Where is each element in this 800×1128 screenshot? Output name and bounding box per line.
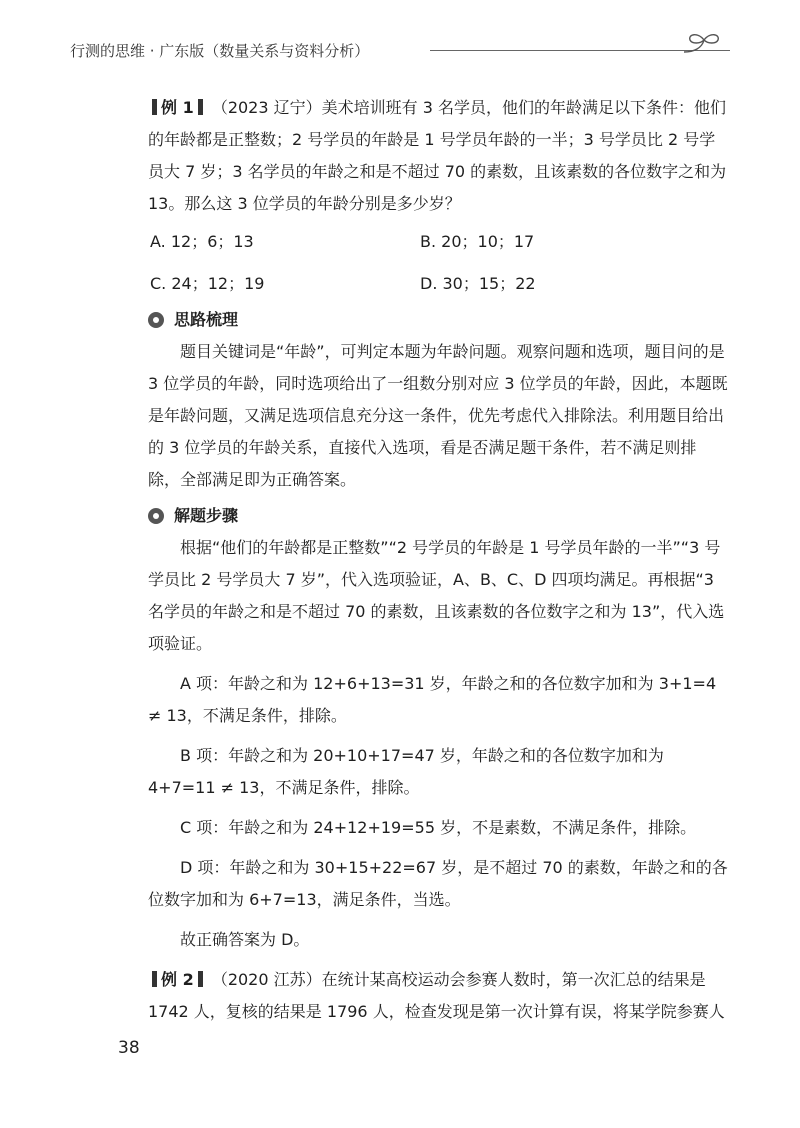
option-d: D. 30；15；22 (420, 274, 536, 293)
option-b: B. 20；10；17 (420, 232, 535, 251)
page-number: 38 (118, 1038, 140, 1058)
option-c: C. 24；12；19 (150, 274, 265, 293)
example-2 (148, 964, 728, 1028)
solution-heading: 解题步骤 (148, 500, 728, 532)
solution-intro: 根据“他们的年龄都是正整数”“2 号学员的年龄是 1 号学员年龄的一半”“3 号学员比 2 号学员大 7 岁”，代入选项验证，A、B、C、D 四项均满足。再根据“3 名学员的年龄之和是不超过 70 的素数，且该素数的各位数字之和为 13”，代入选项验证。 (148, 538, 725, 653)
section-bullet-icon (148, 508, 164, 524)
solution-step-a: A 项：年龄之和为 12+6+13=31 岁，年龄之和的各位数字加和为 3+1=4 ≠ 13，不满足条件，排除。 (148, 674, 717, 725)
solution-conclusion: 故正确答案为 D。 (180, 930, 310, 949)
example-2-label: 例 2 (148, 970, 207, 989)
example-1-stem: （2023 辽宁）美术培训班有 3 名学员，他们的年龄满足以下条件：他们的年龄都是正整数；2 号学员的年龄是 1 号学员年龄的一半；3 号学员比 2 号学员大 7 岁；3 名学员的年龄之和是不超过 70 的素数，且该素数的各位数字之和为 13。那么这 3 位学员的年龄分别是多少岁？ (148, 98, 727, 213)
header-title: 行测的思维 · 广东版（数量关系与资料分析） (70, 42, 370, 60)
thinking-heading: 思路梳理 (148, 304, 728, 336)
page-content (148, 92, 728, 1028)
thinking-body: 题目关键词是“年龄”，可判定本题为年龄问题。观察问题和选项，题目问的是 3 位学员的年龄，同时选项给出了一组数分别对应 3 位学员的年龄，因此，本题既是年龄问题，又满足选项信息充分这一条件，优先考虑代入排除法。利用题目给出的 3 位学员的年龄关系，直接代入选项，看是否满足题干条件，若不满足则排除，全部满足即为正确答案。 (148, 342, 728, 489)
solution-step-b: B 项：年龄之和为 20+10+17=47 岁，年龄之和的各位数字加和为 4+7=11 ≠ 13，不满足条件，排除。 (148, 746, 664, 797)
example-2-stem: （2020 江苏）在统计某高校运动会参赛人数时，第一次汇总的结果是 1742 人，复核的结果是 1796 人，检查发现是第一次计算有误，将某学院参赛人 (148, 970, 725, 1021)
example-1-label: 例 1 (148, 98, 207, 117)
running-header (70, 34, 720, 64)
solution-step-c: C 项：年龄之和为 24+12+19=55 岁，不是素数，不满足条件，排除。 (180, 818, 697, 837)
section-bullet-icon (148, 312, 164, 328)
answer-options (148, 226, 728, 300)
example-1 (148, 92, 728, 220)
solution-step-d: D 项：年龄之和为 30+15+22=67 岁，是不超过 70 的素数，年龄之和的各位数字加和为 6+7=13，满足条件，当选。 (148, 858, 728, 909)
option-a: A. 12；6；13 (150, 232, 254, 251)
sprout-icon (680, 30, 726, 58)
